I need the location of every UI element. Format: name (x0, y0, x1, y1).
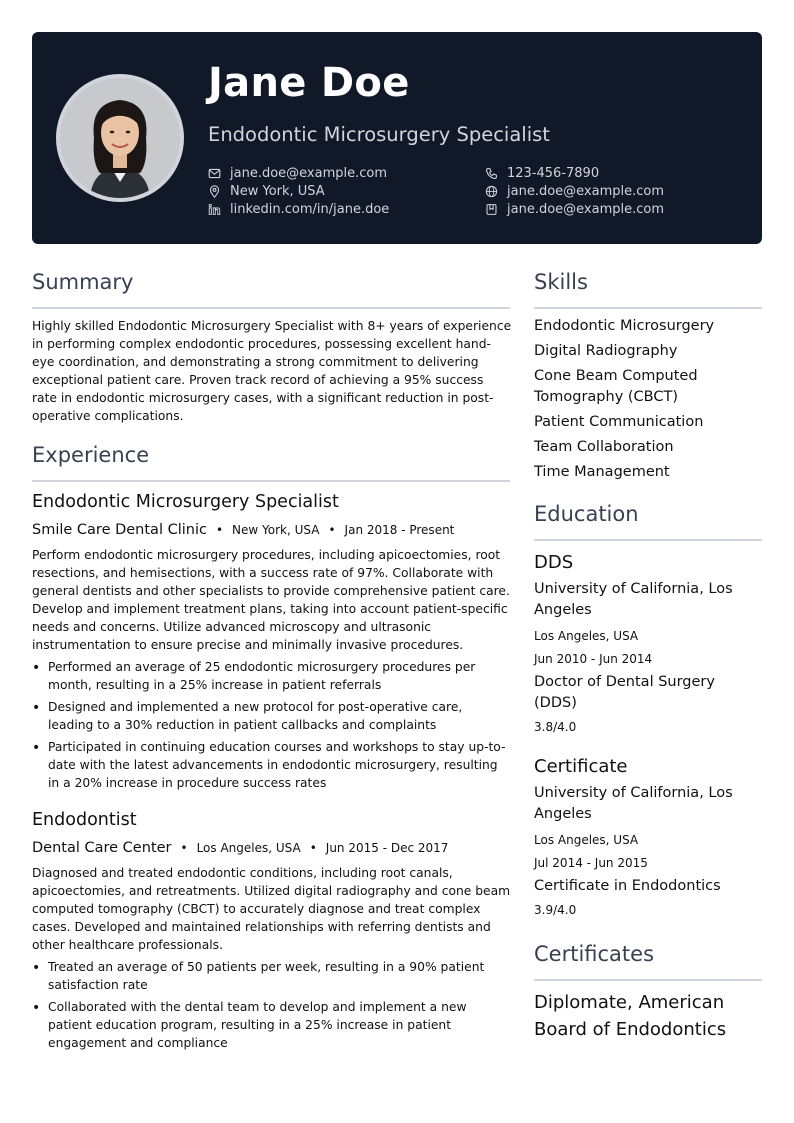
job-achievements (32, 958, 510, 1056)
certificates-divider (534, 979, 762, 981)
summary-divider (32, 307, 510, 309)
job-location: New York, USA (232, 523, 320, 537)
job-title: Endodontic Microsurgery Specialist (32, 492, 339, 512)
linkedin-icon (208, 203, 221, 216)
education-divider (534, 539, 762, 541)
education-heading: Education (534, 502, 639, 526)
list-item: • Performed an average of 25 endodontic microsurgery procedures per month, resulting in a 25% increase in patient referrals (32, 658, 510, 694)
phone-icon (485, 167, 498, 180)
separator-dot: • (309, 841, 317, 855)
candidate-title: Endodontic Microsurgery Specialist (208, 123, 550, 146)
job-description: Perform endodontic microsurgery procedures, including apicoectomies, root resections, and hemisections, with a success rate of 97%. Collaborate with general dentists and other specialists to provide comprehensive patient care. Develop and implement treatment plans, taking into account patient-specific needs and concerns. Utilize advanced microscopy and ultrasonic instrumentation to ensure precise and minimally invasive procedures. (32, 548, 510, 652)
list-item: • Treated an average of 50 patients per week, resulting in a 90% patient satisfaction rate (32, 958, 510, 994)
contact-email-text: jane.doe@example.com (230, 166, 388, 181)
education-field: Doctor of Dental Surgery (DDS) (534, 674, 715, 711)
skill-item: Time Management (534, 464, 670, 480)
education-gpa: 3.9/4.0 (534, 903, 577, 917)
globe-icon (485, 185, 498, 198)
contact-phone[interactable] (485, 166, 599, 181)
skill-item: Cone Beam Computed Tomography (CBCT) (534, 368, 698, 405)
summary-text: Highly skilled Endodontic Microsurgery Specialist with 8+ years of experience in performing complex endodontic procedures, possessing excellent hand-eye coordination, and demonstrating a strong commitment to delivering exceptional patient care. Proven track record of achieving a 95% success rate in endodontic microsurgery cases, with a significant reduction in post-operative complications. (32, 319, 512, 423)
job-dates: Jan 2018 - Present (344, 523, 455, 537)
certificate-item: Diplomate, American Board of Endodontics (534, 992, 727, 1040)
list-item: • Participated in continuing education courses and workshops to stay up-to-date with the latest advancements in endodontic microsurgery, resulting in a 20% increase in procedure success rates (32, 738, 510, 792)
contact-portfolio-text: jane.doe@example.com (507, 202, 665, 217)
separator-dot: • (180, 841, 188, 855)
job-title: Endodontist (32, 810, 137, 830)
map-pin-icon (208, 185, 221, 198)
contact-linkedin-text: linkedin.com/in/jane.doe (230, 202, 390, 217)
separator-dot: • (215, 523, 224, 537)
contact-email[interactable] (208, 166, 387, 181)
education-field: Certificate in Endodontics (534, 878, 721, 894)
skill-item: Patient Communication (534, 414, 704, 430)
contact-location (208, 184, 325, 199)
job-meta (32, 840, 448, 856)
education-degree: DDS (534, 552, 574, 573)
job-location: Los Angeles, USA (196, 841, 301, 855)
contact-portfolio[interactable] (485, 202, 664, 217)
avatar (56, 74, 184, 202)
candidate-name: Jane Doe (208, 60, 410, 106)
education-dates: Jul 2014 - Jun 2015 (534, 856, 648, 870)
skill-item: Digital Radiography (534, 343, 678, 359)
job-meta (32, 522, 454, 538)
bookmark-icon (485, 203, 498, 216)
separator-dot: • (328, 523, 336, 537)
education-location: Los Angeles, USA (534, 833, 639, 847)
profile-photo (60, 78, 180, 198)
summary-heading: Summary (32, 270, 134, 294)
contact-location-text: New York, USA (230, 184, 325, 199)
certificates-heading: Certificates (534, 942, 655, 966)
education-degree: Certificate (534, 756, 628, 777)
skill-item: Team Collaboration (534, 439, 674, 455)
experience-divider (32, 480, 510, 482)
job-company: Smile Care Dental Clinic (32, 522, 207, 538)
skill-item: Endodontic Microsurgery (534, 318, 715, 334)
job-description: Diagnosed and treated endodontic conditions, including root canals, apicoectomies, and retreatments. Utilized digital radiography and cone beam computed tomography (CBCT) to accurately diagnose and treat complex cases. Developed and maintained relationships with referring dentists and other healthcare professionals. (32, 866, 511, 952)
list-item: • Designed and implemented a new protocol for post-operative care, leading to a 30% reduction in patient callbacks and complaints (32, 698, 510, 734)
education-location: Los Angeles, USA (534, 629, 639, 643)
contact-linkedin[interactable] (208, 202, 389, 217)
education-school: University of California, Los Angeles (534, 785, 733, 822)
education-school: University of California, Los Angeles (534, 581, 733, 618)
education-gpa: 3.8/4.0 (534, 720, 577, 734)
job-achievements (32, 658, 510, 796)
job-dates: Jun 2015 - Dec 2017 (325, 841, 449, 855)
job-company: Dental Care Center (32, 840, 172, 856)
experience-heading: Experience (32, 443, 150, 467)
contact-website-text: jane.doe@example.com (507, 184, 665, 199)
mail-icon (208, 167, 221, 180)
skills-heading: Skills (534, 270, 588, 294)
skills-divider (534, 307, 762, 309)
header-banner (32, 32, 762, 244)
list-item: • Collaborated with the dental team to develop and implement a new patient education program, resulting in a 25% increase in patient engagement and compliance (32, 998, 510, 1052)
education-dates: Jun 2010 - Jun 2014 (534, 652, 653, 666)
contact-website[interactable] (485, 184, 664, 199)
contact-phone-text: 123-456-7890 (507, 166, 600, 181)
